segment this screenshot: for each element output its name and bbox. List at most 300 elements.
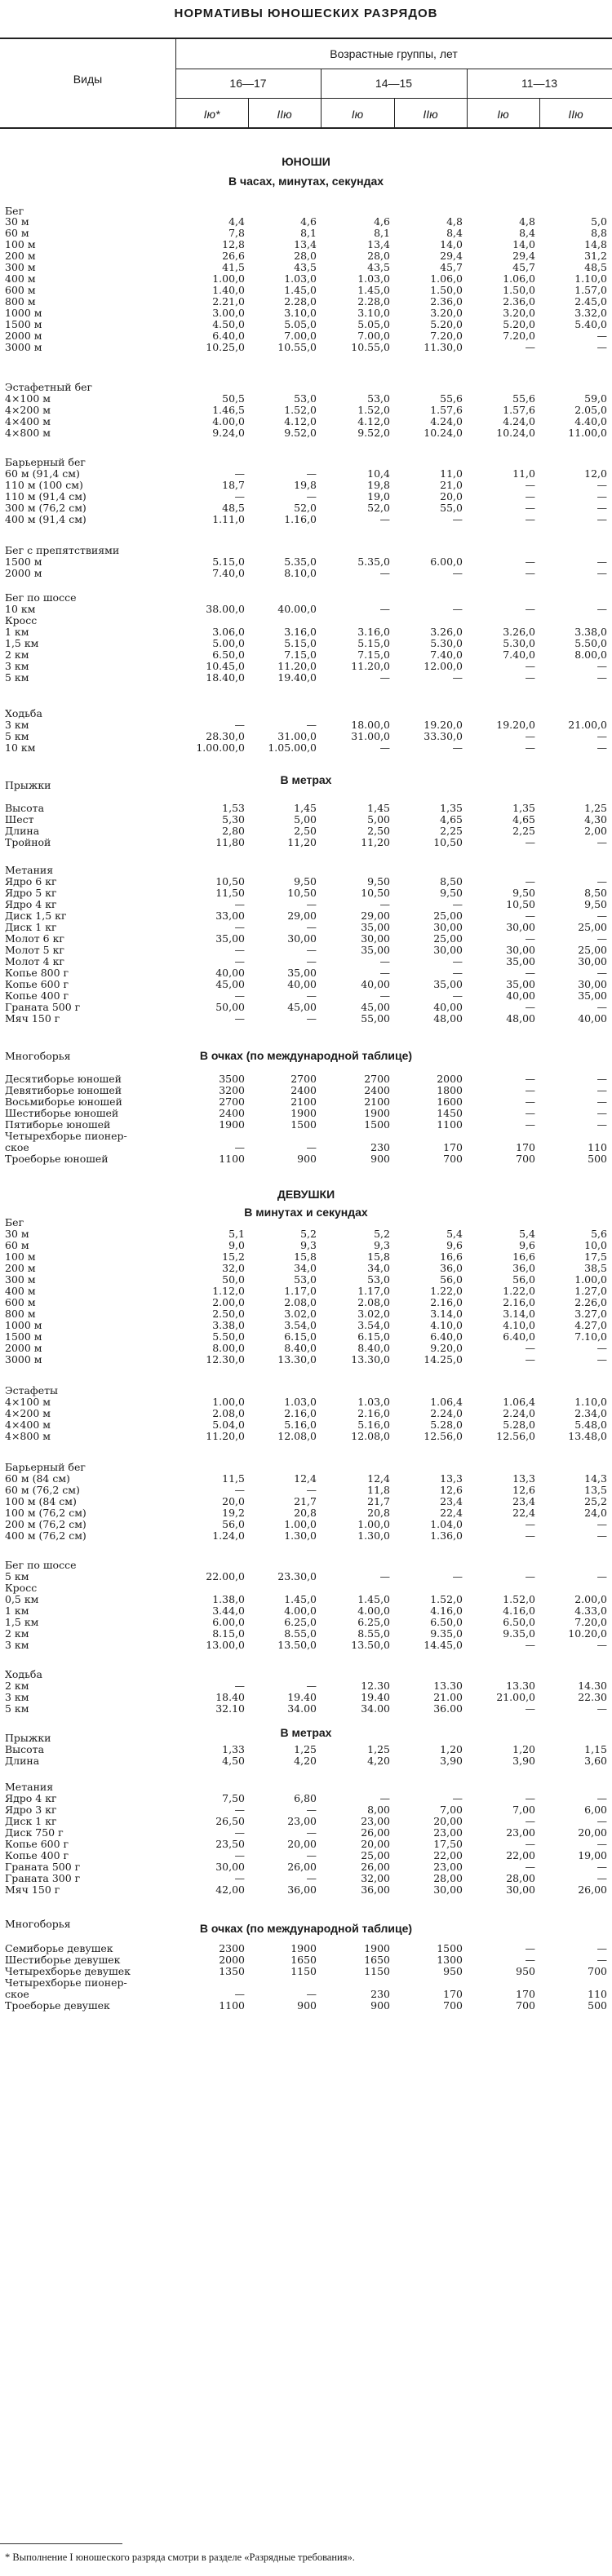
event-name: Мяч 150 г (5, 1883, 60, 1896)
norm-value: 11,80 (215, 836, 245, 848)
event-name: 0,5 км (5, 1593, 39, 1605)
norm-value: — (596, 875, 607, 887)
norm-value: — (452, 1792, 463, 1804)
norm-value: 1450 (437, 1107, 463, 1119)
norm-value: 13,4 (294, 238, 317, 250)
norm-value: 1,45 (367, 802, 390, 814)
event-name: 110 м (91,4 см) (5, 490, 86, 502)
norm-value: 10,50 (287, 887, 317, 899)
norm-value: 42,00 (215, 1883, 245, 1896)
header-rank: Iю (351, 108, 364, 121)
event-name: 5 км (5, 1570, 29, 1582)
norm-value: — (306, 719, 317, 731)
event-name: 5 км (5, 730, 29, 742)
norm-value: 17,50 (433, 1838, 463, 1850)
table-row (0, 1274, 612, 1286)
table-row (0, 604, 612, 615)
norm-value: 8.10,0 (284, 567, 317, 579)
norm-value: — (234, 1484, 245, 1496)
table-row (0, 1873, 612, 1884)
group-label (0, 1919, 612, 1930)
norm-value: — (525, 1001, 535, 1013)
event-name: Прыжки (5, 1732, 51, 1744)
table-row (0, 480, 612, 491)
table-row (0, 1744, 612, 1755)
table-row (0, 1119, 612, 1131)
norm-value: 11.20,0 (206, 1430, 245, 1442)
norm-value: 1.00,0 (574, 1273, 607, 1286)
norm-value: — (596, 490, 607, 502)
norm-value: 3.54,0 (284, 1319, 317, 1331)
norm-value: 48,00 (433, 1012, 463, 1025)
table-row (0, 1108, 612, 1119)
table-row (0, 1628, 612, 1640)
event-name: Ядро 3 кг (5, 1804, 57, 1816)
norm-value: 5.05,0 (357, 318, 390, 330)
norm-value: 2,50 (294, 825, 317, 837)
norm-value: 29,4 (512, 250, 535, 262)
norm-value: 1.03,0 (357, 272, 390, 285)
norm-value: 25,00 (361, 1849, 390, 1861)
table-row (0, 1473, 612, 1485)
norm-value: 1650 (364, 1954, 390, 1966)
norm-value: 43,5 (294, 261, 317, 273)
norm-value: 22,00 (506, 1849, 535, 1861)
norm-value: 1.52,0 (357, 404, 390, 416)
norm-value: 26,00 (287, 1861, 317, 1873)
norm-value: 7.40,0 (430, 648, 463, 661)
event-name: 400 м (91,4 см) (5, 513, 86, 525)
norm-value: 45,00 (361, 1001, 390, 1013)
event-name: 3 км (5, 1691, 29, 1703)
norm-value: 1.45,0 (284, 284, 317, 296)
norm-value: — (596, 1518, 607, 1530)
norm-value: 230 (370, 1141, 390, 1153)
norm-value: — (306, 490, 317, 502)
event-name: 600 м (5, 1296, 36, 1308)
norm-value: 3.02,0 (284, 1308, 317, 1320)
table-row (0, 216, 612, 228)
norm-value: 36,00 (287, 1883, 317, 1896)
norm-value: 15,8 (367, 1250, 390, 1263)
norm-value: — (379, 898, 390, 910)
event-name: 4×100 м (5, 392, 51, 405)
norm-value: 1.03,0 (357, 1396, 390, 1408)
table-row (0, 250, 612, 262)
header-rank: IIю (568, 108, 583, 121)
norm-value: — (596, 1095, 607, 1108)
table-row (0, 1419, 612, 1431)
norm-value: 700 (516, 1999, 535, 2012)
table-row (0, 1755, 612, 1767)
norm-value: 26,00 (361, 1826, 390, 1839)
table-row (0, 731, 612, 742)
event-name: 400 м (5, 272, 36, 285)
norm-value: 17,5 (584, 1250, 607, 1263)
norm-value: 1.40,0 (212, 284, 245, 296)
norm-value: 52,0 (294, 502, 317, 514)
norm-value: 900 (297, 1999, 317, 2012)
norm-value: 28,00 (433, 1872, 463, 1884)
norm-value: — (596, 479, 607, 491)
norm-value: 2000 (437, 1073, 463, 1085)
group-label (0, 1217, 612, 1228)
norm-value: 4.10,0 (430, 1319, 463, 1331)
norm-value: 5.15,0 (357, 637, 390, 649)
norm-value: — (525, 1954, 535, 1966)
norm-value: 1.45,0 (284, 1593, 317, 1605)
event-name: 2000 м (5, 567, 42, 579)
norm-value: 2000 (219, 1954, 245, 1966)
norm-value: 18.40 (215, 1691, 245, 1703)
norm-value: 10.45,0 (206, 660, 245, 672)
norm-value: 9.24,0 (212, 427, 245, 439)
table-row (0, 405, 612, 416)
norm-value: 1.10,0 (574, 272, 607, 285)
event-name: 60 м (76,2 см) (5, 1484, 80, 1496)
norm-value: 40,00 (287, 978, 317, 990)
norm-value: 2.16,0 (284, 1407, 317, 1419)
norm-value: — (525, 490, 535, 502)
norm-value: 4,65 (512, 813, 535, 825)
event-name: Бег (5, 205, 24, 217)
norm-value: 7.40,0 (503, 648, 535, 661)
table-row (0, 1884, 612, 1896)
norm-value: 26,00 (578, 1883, 607, 1896)
norm-value: 1.30,0 (284, 1529, 317, 1542)
event-name: 400 м (76,2 см) (5, 1529, 86, 1542)
norm-value: 1600 (437, 1095, 463, 1108)
norm-value: 1,33 (222, 1743, 245, 1755)
table-row (0, 502, 612, 514)
norm-value: 4,65 (440, 813, 463, 825)
norm-value: — (379, 671, 390, 684)
norm-value: — (379, 989, 390, 1002)
norm-value: 2,00 (584, 825, 607, 837)
norm-value: 10,50 (433, 836, 463, 848)
group-label (0, 1385, 612, 1396)
norm-value: 12.56,0 (424, 1430, 463, 1442)
norm-value: — (525, 730, 535, 742)
norm-value: 48,00 (506, 1012, 535, 1025)
event-name: Шест (5, 813, 34, 825)
norm-value: 5.16,0 (357, 1419, 390, 1431)
norm-value: 6.40,0 (430, 1330, 463, 1343)
norm-value: — (234, 719, 245, 731)
norm-value: 10.20,0 (568, 1627, 607, 1640)
table-row (0, 1496, 612, 1507)
event-name: 4×200 м (5, 404, 51, 416)
table-row (0, 416, 612, 427)
norm-value: 52,0 (367, 502, 390, 514)
norm-value: 4.16,0 (430, 1604, 463, 1617)
event-name: 4×800 м (5, 1430, 51, 1442)
norm-value: 13.30,0 (277, 1353, 317, 1365)
norm-value: 19.40 (361, 1691, 390, 1703)
norm-value: 9,50 (512, 887, 535, 899)
norm-value: 30,00 (215, 1861, 245, 1873)
norm-value: — (525, 1073, 535, 1085)
group-label (0, 1462, 612, 1473)
event-name: Диск 1 кг (5, 1815, 57, 1827)
event-name: Кросс (5, 1582, 38, 1594)
norm-value: — (525, 967, 535, 979)
table-row (0, 1308, 612, 1320)
event-name: Метания (5, 864, 54, 876)
norm-value: 5.35,0 (357, 555, 390, 568)
table-row (0, 967, 612, 979)
table-row (0, 1354, 612, 1365)
norm-value: 7,00 (512, 1804, 535, 1816)
norm-value: — (596, 910, 607, 922)
group-label (0, 615, 612, 626)
header-bottom-rule (0, 127, 612, 129)
norm-value: 3,60 (584, 1755, 607, 1767)
norm-value: 4,6 (300, 215, 317, 228)
norm-value: 5.50,0 (574, 637, 607, 649)
event-name: Длина (5, 825, 40, 837)
group-label (0, 457, 612, 468)
event-name: 30 м (5, 1228, 29, 1240)
norm-value: 1.24,0 (212, 1529, 245, 1542)
table-row (0, 330, 612, 342)
group-label (0, 1560, 612, 1571)
table-row (0, 626, 612, 638)
norm-value: — (525, 660, 535, 672)
table-row (0, 468, 612, 480)
norm-value: 1.17,0 (284, 1285, 317, 1297)
group-label (0, 1782, 612, 1793)
event-name: Копье 600 г (5, 978, 69, 990)
norm-value: — (596, 1792, 607, 1804)
norm-value: 12.30,0 (206, 1353, 245, 1365)
table-row (0, 1343, 612, 1354)
norm-value: 43,5 (367, 261, 390, 273)
event-name: Эстафетный бег (5, 381, 93, 393)
norm-value: — (596, 1942, 607, 1954)
norm-value: — (525, 671, 535, 684)
table-row (0, 1680, 612, 1692)
event-name: 4×400 м (5, 1419, 51, 1431)
norm-value: 500 (588, 1999, 607, 2012)
norm-value: 1,20 (512, 1743, 535, 1755)
norm-value: 21,7 (294, 1495, 317, 1507)
norm-value: 21.00 (433, 1691, 463, 1703)
norm-value: 35,00 (287, 967, 317, 979)
norm-value: 1.00.00,0 (196, 741, 245, 754)
norm-value: 950 (516, 1965, 535, 1977)
norm-value: 4.16,0 (503, 1604, 535, 1617)
norm-value: 45,00 (215, 978, 245, 990)
norm-value: 34,0 (294, 1262, 317, 1274)
footnote-rule (0, 2543, 122, 2544)
norm-value: 2.45,0 (574, 295, 607, 308)
norm-value: — (596, 330, 607, 342)
table-row (0, 308, 612, 319)
header-rank: Iю* (203, 108, 220, 121)
norm-value: 7.40,0 (212, 567, 245, 579)
norm-value: 36,0 (440, 1262, 463, 1274)
norm-value: 11,0 (512, 467, 535, 480)
header-rank: Iю (497, 108, 509, 121)
norm-value: 4.24,0 (430, 415, 463, 427)
norm-value: 34.00 (287, 1702, 317, 1715)
norm-value: 900 (370, 1153, 390, 1165)
event-name: 4×200 м (5, 1407, 51, 1419)
norm-value: — (452, 567, 463, 579)
event-name: Троеборье девушек (5, 1999, 110, 2012)
norm-value: 19,2 (222, 1507, 245, 1519)
norm-value: 20,0 (440, 490, 463, 502)
norm-value: 1500 (437, 1942, 463, 1954)
event-name: 2 км (5, 1680, 29, 1692)
footnote: * Выполнение I юношеского разряда смотри в разделе «Разрядные требования». (5, 2552, 355, 2563)
norm-value: — (379, 955, 390, 967)
norm-value: 14.45,0 (424, 1639, 463, 1651)
norm-value: — (596, 1529, 607, 1542)
norm-value: 1,20 (440, 1743, 463, 1755)
norm-value: 9.35,0 (503, 1627, 535, 1640)
norm-value: 7,00 (440, 1804, 463, 1816)
norm-value: 13.30 (506, 1680, 535, 1692)
norm-value: 3200 (219, 1084, 245, 1096)
table-row (0, 933, 612, 945)
norm-value: 170 (516, 1988, 535, 2000)
norm-value: 53,0 (367, 392, 390, 405)
norm-value: — (525, 875, 535, 887)
norm-value: 12.30 (361, 1680, 390, 1692)
norm-value: 5.28,0 (430, 1419, 463, 1431)
norm-value: — (596, 730, 607, 742)
norm-value: — (596, 1702, 607, 1715)
norm-value: 20,8 (367, 1507, 390, 1519)
norm-value: — (525, 1639, 535, 1651)
norm-value: 8,00 (367, 1804, 390, 1816)
norm-value: — (596, 555, 607, 568)
norm-value: 12.00,0 (424, 660, 463, 672)
norm-value: — (306, 898, 317, 910)
norm-value: 4.33,0 (574, 1604, 607, 1617)
norm-value: 1.22,0 (430, 1285, 463, 1297)
event-name: 3000 м (5, 1353, 42, 1365)
norm-value: — (452, 603, 463, 615)
table-row (0, 1605, 612, 1617)
norm-value: — (379, 1792, 390, 1804)
norm-value: 34.00 (361, 1702, 390, 1715)
norm-value: — (306, 467, 317, 480)
event-name: 800 м (5, 1308, 36, 1320)
norm-value: 1100 (219, 1153, 245, 1165)
event-name: 200 м (76,2 см) (5, 1518, 86, 1530)
norm-value: — (234, 955, 245, 967)
event-name: 3 км (5, 1639, 29, 1651)
norm-value: 50,00 (215, 1001, 245, 1013)
norm-value: — (525, 1861, 535, 1873)
norm-value: — (525, 932, 535, 945)
table-row (0, 1251, 612, 1263)
event-name: 200 м (5, 250, 36, 262)
norm-value: 4,4 (228, 215, 245, 228)
norm-value: 2.21,0 (212, 295, 245, 308)
norm-value: 7,8 (228, 227, 245, 239)
norm-value: 3.44,0 (212, 1604, 245, 1617)
norm-value: — (525, 741, 535, 754)
norm-value: 8.00,0 (574, 648, 607, 661)
norm-value: — (525, 836, 535, 848)
norm-value: 1.57,6 (503, 404, 535, 416)
event-name: Молот 5 кг (5, 944, 64, 956)
norm-value: 23,4 (512, 1495, 535, 1507)
event-name: Бег (5, 1216, 24, 1228)
event-name: 60 м (91,4 см) (5, 467, 80, 480)
norm-value: 15,2 (222, 1250, 245, 1263)
norm-value: 19.40,0 (277, 671, 317, 684)
group-label (0, 780, 612, 791)
table-row (0, 1692, 612, 1703)
norm-value: 30,00 (361, 932, 390, 945)
event-name: 800 м (5, 295, 36, 308)
norm-value: 7.20,0 (430, 330, 463, 342)
event-name: Пятиборье юношей (5, 1118, 111, 1131)
table-row (0, 262, 612, 273)
norm-value: 50,0 (222, 1273, 245, 1286)
event-name: 1500 м (5, 555, 42, 568)
table-row (0, 1286, 612, 1297)
table-row (0, 1640, 612, 1651)
norm-value: 3.26,0 (503, 626, 535, 638)
norm-value: 3.16,0 (357, 626, 390, 638)
table-row (0, 1977, 612, 1989)
table-row (0, 319, 612, 330)
norm-value: 5.20,0 (430, 318, 463, 330)
norm-value: 2,25 (512, 825, 535, 837)
norm-value: 700 (443, 1153, 463, 1165)
norm-value: 23,00 (433, 1861, 463, 1873)
norm-value: 11,50 (215, 887, 245, 899)
norm-value: — (234, 1804, 245, 1816)
norm-value: 36,0 (512, 1262, 535, 1274)
norm-value: 1.38,0 (212, 1593, 245, 1605)
norm-value: 10.24,0 (496, 427, 535, 439)
norm-value: 3.06,0 (212, 626, 245, 638)
norm-value: 9,0 (228, 1239, 245, 1251)
table-row (0, 945, 612, 956)
norm-value: 9.35,0 (430, 1627, 463, 1640)
norm-value: 21,7 (367, 1495, 390, 1507)
norm-value: 23.30,0 (277, 1570, 317, 1582)
table-row (0, 1804, 612, 1816)
norm-value: — (452, 513, 463, 525)
norm-value: 1100 (437, 1118, 463, 1131)
norm-value: 5,4 (519, 1228, 535, 1240)
norm-value: — (596, 513, 607, 525)
norm-value: 4,20 (294, 1755, 317, 1767)
norm-value: 3.10,0 (357, 307, 390, 319)
norm-value: 1,25 (367, 1743, 390, 1755)
norm-value: 25,00 (578, 921, 607, 933)
norm-value: 5,2 (300, 1228, 317, 1240)
event-name: Граната 500 г (5, 1861, 81, 1873)
norm-value: 38,5 (584, 1262, 607, 1274)
event-name: Бег с препятствиями (5, 544, 120, 556)
norm-value: 56,0 (440, 1273, 463, 1286)
norm-value: 2400 (290, 1084, 317, 1096)
norm-value: 18,7 (222, 479, 245, 491)
norm-value: — (596, 1107, 607, 1119)
norm-value: 170 (443, 1988, 463, 2000)
norm-value: 230 (370, 1988, 390, 2000)
norm-value: — (525, 1792, 535, 1804)
